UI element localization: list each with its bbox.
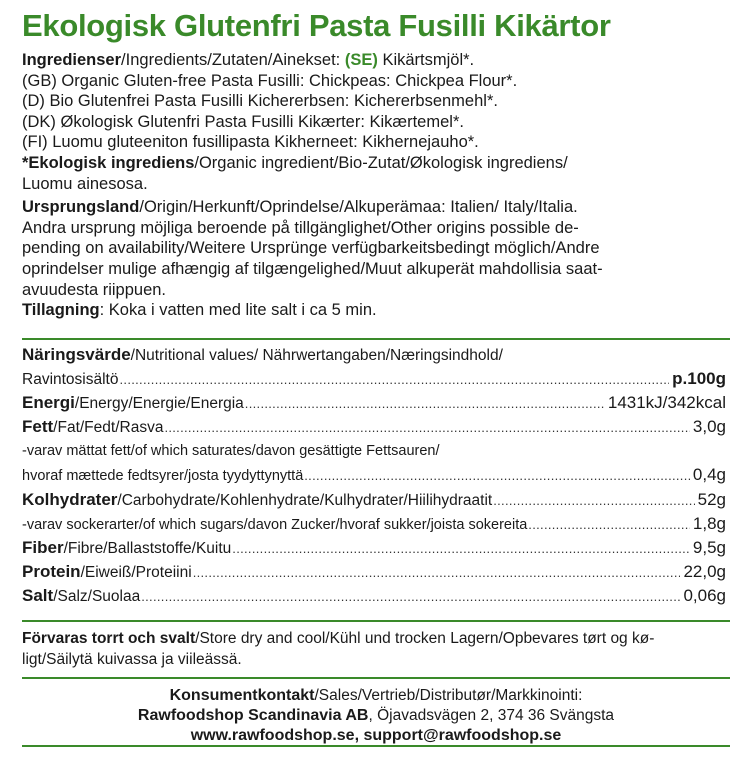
fibre-value: 9,5g (692, 537, 726, 557)
origin-detail-2: pending on availability/Weitere Ursprünge verfügbarkeitsbedingt möglich/Andre (22, 239, 600, 258)
protein-rest: /Eiweiß/Proteiini (80, 563, 192, 581)
protein-label: Protein (22, 561, 81, 581)
per-label: Ravintosisältö (22, 371, 119, 389)
divider-footer (22, 745, 730, 747)
divider-top (22, 338, 730, 340)
origin-line (22, 197, 734, 218)
organic-note-line2: Luomu ainesosa. (22, 174, 148, 193)
storage-rest: /Store dry and cool/Kühl und trocken Lagern/Opbevares tørt og kø- (195, 630, 655, 647)
nutrition-row-per (22, 367, 726, 391)
saturates-value: 0,4g (692, 465, 726, 485)
nutrition-table (22, 343, 726, 608)
nutrition-row-sugars (22, 512, 726, 536)
nutrition-header-rest: /Nutritional values/ Nährwertangaben/Næringsindhold/ (130, 347, 503, 364)
dot-leader (245, 392, 605, 416)
ingredients-section (22, 50, 734, 321)
ingredients-line-fi: (FI) Luomu gluteeniton fusillipasta Kikherneet: Kikhernejauho*. (22, 133, 479, 152)
salt-value: 0,06g (683, 585, 726, 605)
protein-value: 22,0g (683, 561, 726, 581)
dot-leader (141, 585, 680, 609)
contact-section (0, 686, 752, 746)
company-name: Rawfoodshop Scandinavia AB (137, 707, 369, 724)
carb-value: 52g (697, 489, 726, 509)
sugars-label: -varav sockerarter/of which sugars/davon Zucker/hvoraf sukker/joista sokereita (22, 516, 528, 533)
storage-section (22, 628, 730, 670)
nutrition-row-fibre (22, 536, 726, 560)
nutrition-row-protein (22, 560, 726, 584)
organic-note (22, 153, 734, 174)
organic-label: *Ekologisk ingrediens (22, 153, 195, 172)
nutrition-header (22, 343, 726, 367)
dot-leader (120, 368, 670, 392)
nutrition-row-saturates-1 (22, 439, 726, 463)
ingredients-label-rest: /Ingredients/Zutaten/Ainekset: (121, 51, 341, 69)
contact-rest: /Sales/Vertrieb/Distributør/Markkinointi: (314, 687, 583, 704)
energy-rest: /Energy/Energie/Energia (74, 395, 244, 413)
storage-label: Förvaras torrt och svalt (22, 630, 196, 647)
dot-leader (232, 537, 690, 561)
company-address: , Öjavadsvägen 2, 374 36 Svängsta (368, 707, 615, 724)
energy-value: 1431kJ/342kcal (607, 393, 726, 413)
fibre-label: Fiber (22, 537, 64, 557)
web-email: www.rawfoodshop.se, support@rawfoodshop.se (190, 727, 562, 744)
origin-label: Ursprungsland (22, 198, 140, 217)
divider-bottom (22, 677, 730, 679)
se-ingredients: Kikärtsmjöl*. (377, 51, 475, 69)
origin-rest: /Origin/Herkunft/Oprindelse/Alkuperämaa: Italien/ Italy/Italia. (139, 198, 578, 217)
ingredients-line-gb: (GB) Organic Gluten-free Pasta Fusilli: Chickpeas: Chickpea Flour*. (22, 71, 518, 90)
dot-leader (528, 513, 690, 537)
nutrition-row-salt (22, 584, 726, 608)
se-code: (SE) (344, 51, 378, 69)
nutrition-header-bold: Näringsvärde (22, 345, 131, 364)
nutrition-row-energy (22, 391, 726, 415)
ingredients-line-d: (D) Bio Glutenfrei Pasta Fusilli Kichererbsen: Kichererbsenmehl*. (22, 92, 498, 111)
nutrition-row-saturates-2 (22, 463, 726, 487)
contact-label: Konsumentkontakt (169, 687, 315, 704)
origin-detail-3: oprindelser mulige afhængig af tilgængelighed/Muut alkuperät mahdollisia saat- (22, 259, 603, 278)
fat-label: Fett (22, 417, 54, 437)
energy-label: Energi (22, 393, 75, 413)
carb-rest: /Carbohydrate/Kohlenhydrate/Kulhydrater/Hiilihydraatit (117, 491, 493, 509)
sugars-value: 1,8g (692, 513, 726, 533)
nutrition-row-fat (22, 415, 726, 439)
origin-detail-4: avuudesta riippuen. (22, 280, 167, 299)
ingredients-line-se (22, 50, 734, 71)
dot-leader (193, 561, 681, 585)
divider-middle (22, 620, 730, 622)
carb-label: Kolhydrater (22, 489, 118, 509)
salt-label: Salt (22, 585, 54, 605)
saturates-line1: -varav mättat fett/of which saturates/davon gesättigte Fettsauren/ (22, 443, 440, 460)
dot-leader (164, 416, 689, 440)
storage-line2: ligt/Säilytä kuivassa ja viileässä. (22, 651, 242, 668)
organic-rest: /Organic ingredient/Bio-Zutat/Økologisk ingrediens/ (194, 153, 568, 172)
dot-leader (304, 464, 690, 488)
product-title: Ekologisk Glutenfri Pasta Fusilli Kikärtor (22, 8, 611, 43)
salt-rest: /Salz/Suolaa (53, 587, 141, 605)
ingredients-line-dk: (DK) Økologisk Glutenfri Pasta Fusilli Kikærter: Kikærtemel*. (22, 112, 464, 131)
fat-value: 3,0g (692, 417, 726, 437)
dot-leader (493, 489, 694, 513)
fibre-rest: /Fibre/Ballaststoffe/Kuitu (63, 539, 232, 557)
origin-detail-1: Andra ursprung möjliga beroende på tillgänglighet/Other origins possible de- (22, 218, 579, 237)
ingredients-label: Ingredienser (22, 51, 122, 69)
per-value: p.100g (672, 369, 726, 389)
preparation-line (22, 300, 734, 321)
preparation-label: Tillagning (22, 301, 100, 320)
saturates-line2: hvoraf mættede fedtsyrer/josta tyydyttynyttä (22, 468, 304, 485)
preparation-rest: : Koka i vatten med lite salt i ca 5 min. (99, 301, 377, 320)
fat-rest: /Fat/Fedt/Rasva (53, 419, 164, 437)
nutrition-row-carbohydrate (22, 488, 726, 512)
